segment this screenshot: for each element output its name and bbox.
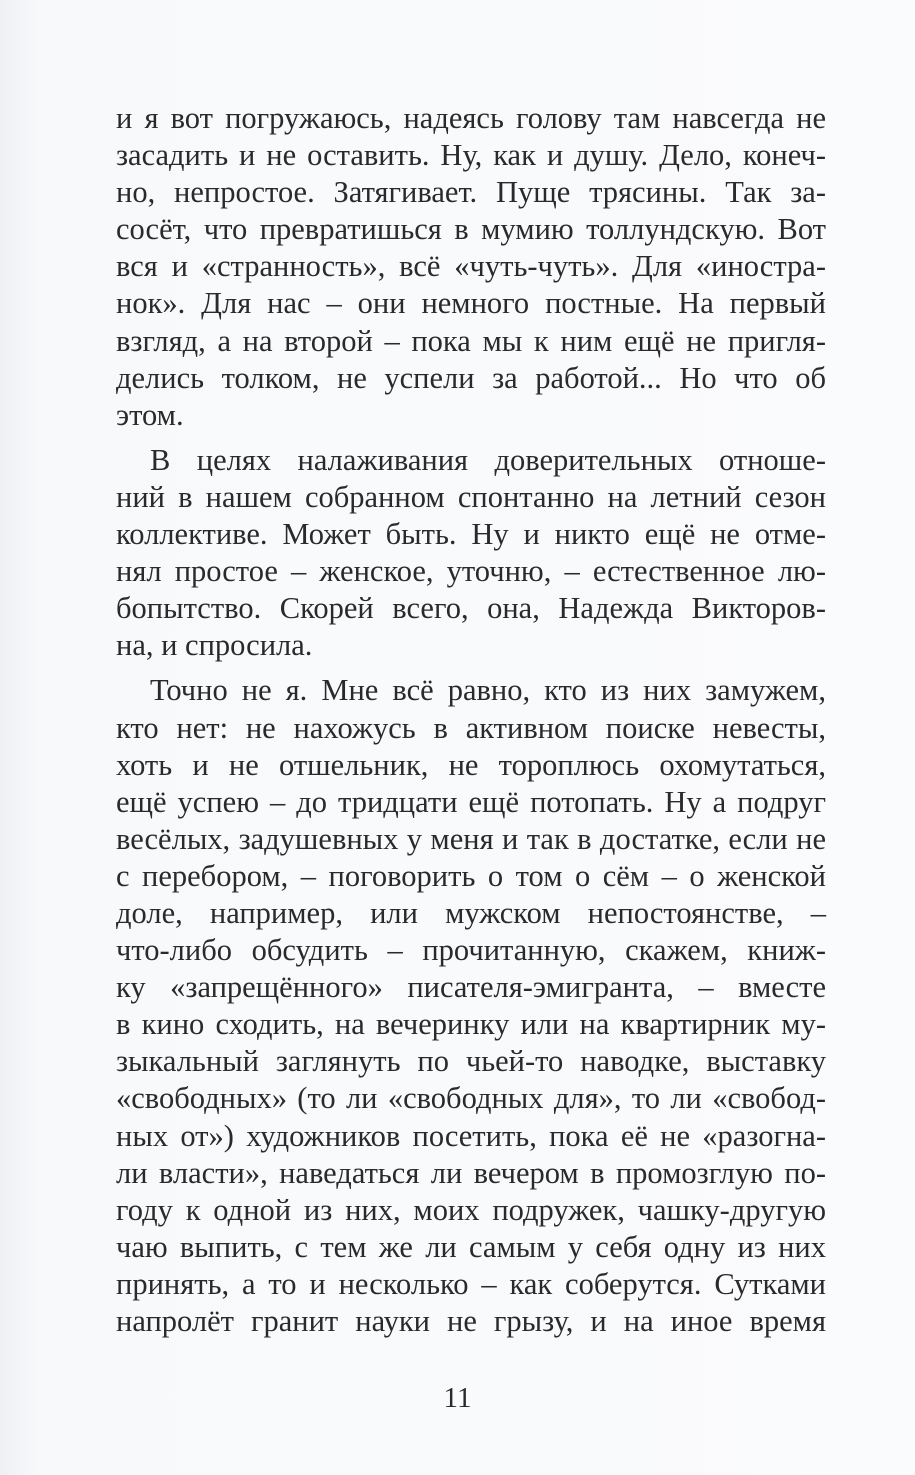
text-line: нок». Для нас – они немного постные. На первый (116, 286, 826, 321)
text-line: напролёт гранит науки не грызу, и на иное время (116, 1304, 826, 1338)
text-line: «свободных» (то ли «свободных для», то ли «свобод- (116, 1081, 826, 1116)
text-line: этом. (116, 397, 184, 432)
text-line: ли власти», наведаться ли вечером в промозглую по- (116, 1155, 826, 1190)
text-line: хоть и не отшельник, не тороплюсь охомутаться, (116, 747, 826, 782)
text-line: ний в нашем собранном спонтанно на летний сезон (116, 479, 826, 514)
text-line: что-либо обсудить – прочитанную, скажем, книж- (116, 933, 826, 968)
text-line: нял простое – женское, уточню, – естественное лю- (116, 554, 826, 589)
text-line: кто нет: не нахожусь в активном поиске невесты, (116, 710, 826, 745)
text-line: ещё успею – до тридцати ещё потопать. Ну а подруг (116, 784, 826, 819)
text-line: бопытство. Скорей всего, она, Надежда Викторов- (116, 591, 826, 626)
paragraph-3 (116, 672, 826, 1340)
text-line: Точно не я. Мне всё равно, кто из них замужем, (150, 673, 826, 708)
text-line: чаю выпить, с тем же ли самым у себя одну из них (116, 1229, 826, 1264)
text-line: делись толком, не успели за работой... Но что об (116, 360, 826, 395)
text-line: вся и «странность», всё «чуть-чуть». Для «иностра- (116, 249, 826, 284)
text-line: но, непростое. Затягивает. Пуще трясины. Так за- (116, 175, 826, 210)
text-line: году к одной из них, моих подружек, чашку-другую (116, 1192, 826, 1227)
paragraph-1 (116, 100, 826, 434)
page-number: 11 (443, 1382, 472, 1414)
text-line: принять, а то и несколько – как соберутся. Сутками (116, 1266, 826, 1301)
text-line: и я вот погружаюсь, надеясь голову там навсегда не (116, 101, 826, 135)
text-line: сосёт, что превратишься в мумию толлундскую. Вот (116, 212, 826, 247)
text-line: В целях налаживания доверительных отноше- (150, 442, 826, 477)
text-line: взгляд, а на второй – пока мы к ним ещё не пригля- (116, 323, 826, 358)
text-line: доле, например, или мужском непостоянстве, – (116, 895, 826, 930)
text-line: зыкальный заглянуть по чьей-то наводке, выставку (116, 1044, 826, 1079)
paragraph-2 (116, 442, 826, 665)
text-line: на, и спросила. (116, 628, 313, 663)
text-line: с перебором, – поговорить о том о сём – о женской (116, 858, 826, 893)
text-line: весёлых, задушевных у меня и так в достатке, если не (116, 821, 826, 856)
text-line: коллективе. Может быть. Ну и никто ещё не отме- (116, 517, 826, 552)
body-text (116, 100, 826, 1340)
text-line: засадить и не оставить. Ну, как и душу. Дело, конеч- (116, 138, 826, 173)
text-line: в кино сходить, на вечеринку или на квартирник му- (116, 1007, 826, 1042)
text-line: ных от») художников посетить, пока её не «разогна- (116, 1118, 826, 1153)
text-line: ку «запрещённого» писателя-эмигранта, – вместе (116, 970, 826, 1005)
